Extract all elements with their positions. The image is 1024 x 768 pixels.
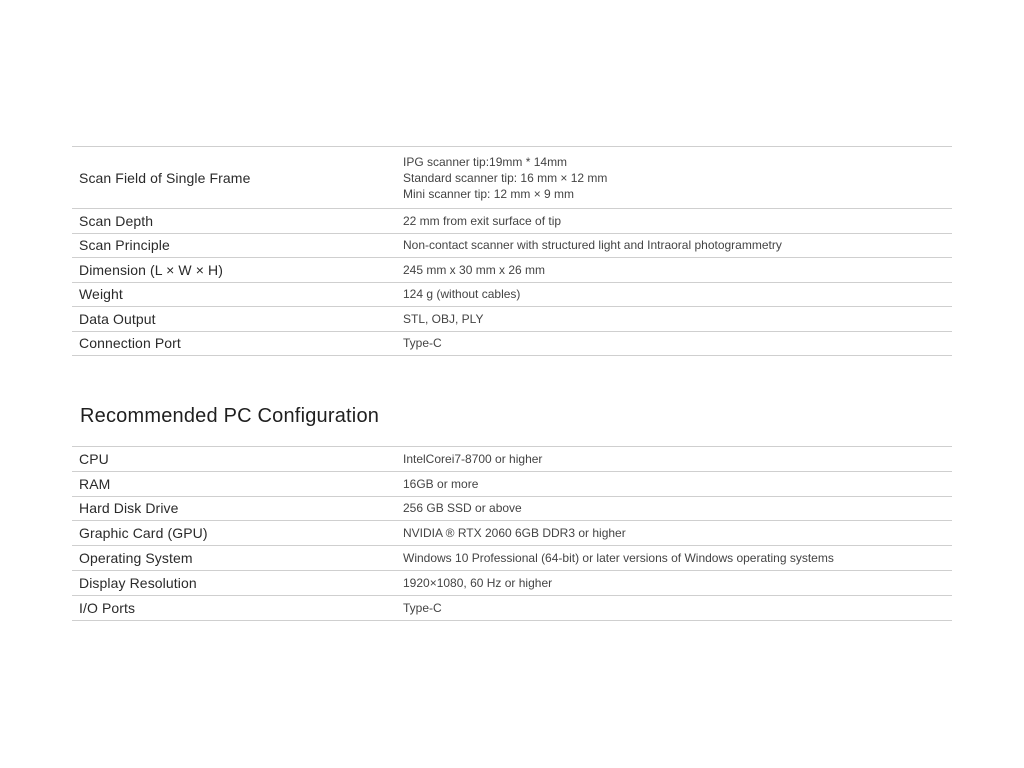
pc-label: RAM bbox=[79, 475, 111, 492]
spec-value-line: IPG scanner tip:19mm * 14mm bbox=[403, 154, 568, 169]
spec-row-data-output bbox=[72, 307, 952, 332]
spec-row-connection-port bbox=[72, 332, 952, 357]
spec-label: Scan Principle bbox=[79, 237, 170, 254]
spec-row-scan-depth bbox=[72, 209, 952, 234]
pc-label: Hard Disk Drive bbox=[79, 500, 179, 517]
pc-row-display bbox=[72, 571, 952, 596]
pc-row-os bbox=[72, 546, 952, 571]
spec-row-weight bbox=[72, 283, 952, 308]
pc-row-cpu bbox=[72, 447, 952, 472]
spec-value-line: Mini scanner tip: 12 mm × 9 mm bbox=[403, 186, 575, 201]
pc-label: CPU bbox=[79, 450, 109, 467]
spec-row-scan-principle bbox=[72, 234, 952, 259]
pc-value: Type-C bbox=[403, 600, 442, 615]
spec-value: 245 mm x 30 mm x 26 mm bbox=[403, 262, 546, 277]
spec-label: Weight bbox=[79, 286, 123, 303]
pc-value: 256 GB SSD or above bbox=[403, 501, 522, 516]
pc-config-table bbox=[72, 446, 952, 621]
pc-label: Operating System bbox=[79, 550, 193, 567]
pc-row-ram bbox=[72, 472, 952, 497]
pc-row-hdd bbox=[72, 497, 952, 522]
spec-label: Scan Depth bbox=[79, 212, 154, 229]
spec-value: 22 mm from exit surface of tip bbox=[403, 213, 562, 228]
spec-value-line: Standard scanner tip: 16 mm × 12 mm bbox=[403, 170, 608, 185]
spec-label: Scan Field of Single Frame bbox=[79, 169, 251, 186]
pc-value: 1920×1080, 60 Hz or higher bbox=[403, 575, 553, 590]
pc-row-io-ports bbox=[72, 596, 952, 621]
pc-value: 16GB or more bbox=[403, 476, 479, 491]
spec-value: Type-C bbox=[403, 336, 442, 351]
pc-config-title: Recommended PC Configuration bbox=[80, 405, 380, 427]
spec-label: Data Output bbox=[79, 310, 156, 327]
pc-label: I/O Ports bbox=[79, 599, 136, 616]
pc-value: IntelCorei7-8700 or higher bbox=[403, 451, 543, 466]
spec-label: Dimension (L × W × H) bbox=[79, 261, 223, 278]
pc-row-gpu bbox=[72, 521, 952, 546]
pc-value: NVIDIA ® RTX 2060 6GB DDR3 or higher bbox=[403, 526, 626, 541]
pc-value: Windows 10 Professional (64-bit) or later versions of Windows operating systems bbox=[403, 551, 834, 566]
scanner-spec-table bbox=[72, 146, 952, 356]
spec-value: Non-contact scanner with structured light and Intraoral photogrammetry bbox=[403, 238, 782, 253]
spec-value: STL, OBJ, PLY bbox=[403, 311, 484, 326]
spec-value: 124 g (without cables) bbox=[403, 287, 521, 302]
pc-label: Display Resolution bbox=[79, 574, 197, 591]
spec-row-dimension bbox=[72, 258, 952, 283]
pc-label: Graphic Card (GPU) bbox=[79, 525, 208, 542]
spec-row-scan-field bbox=[72, 147, 952, 209]
spec-value bbox=[403, 154, 952, 202]
spec-label: Connection Port bbox=[79, 335, 181, 352]
